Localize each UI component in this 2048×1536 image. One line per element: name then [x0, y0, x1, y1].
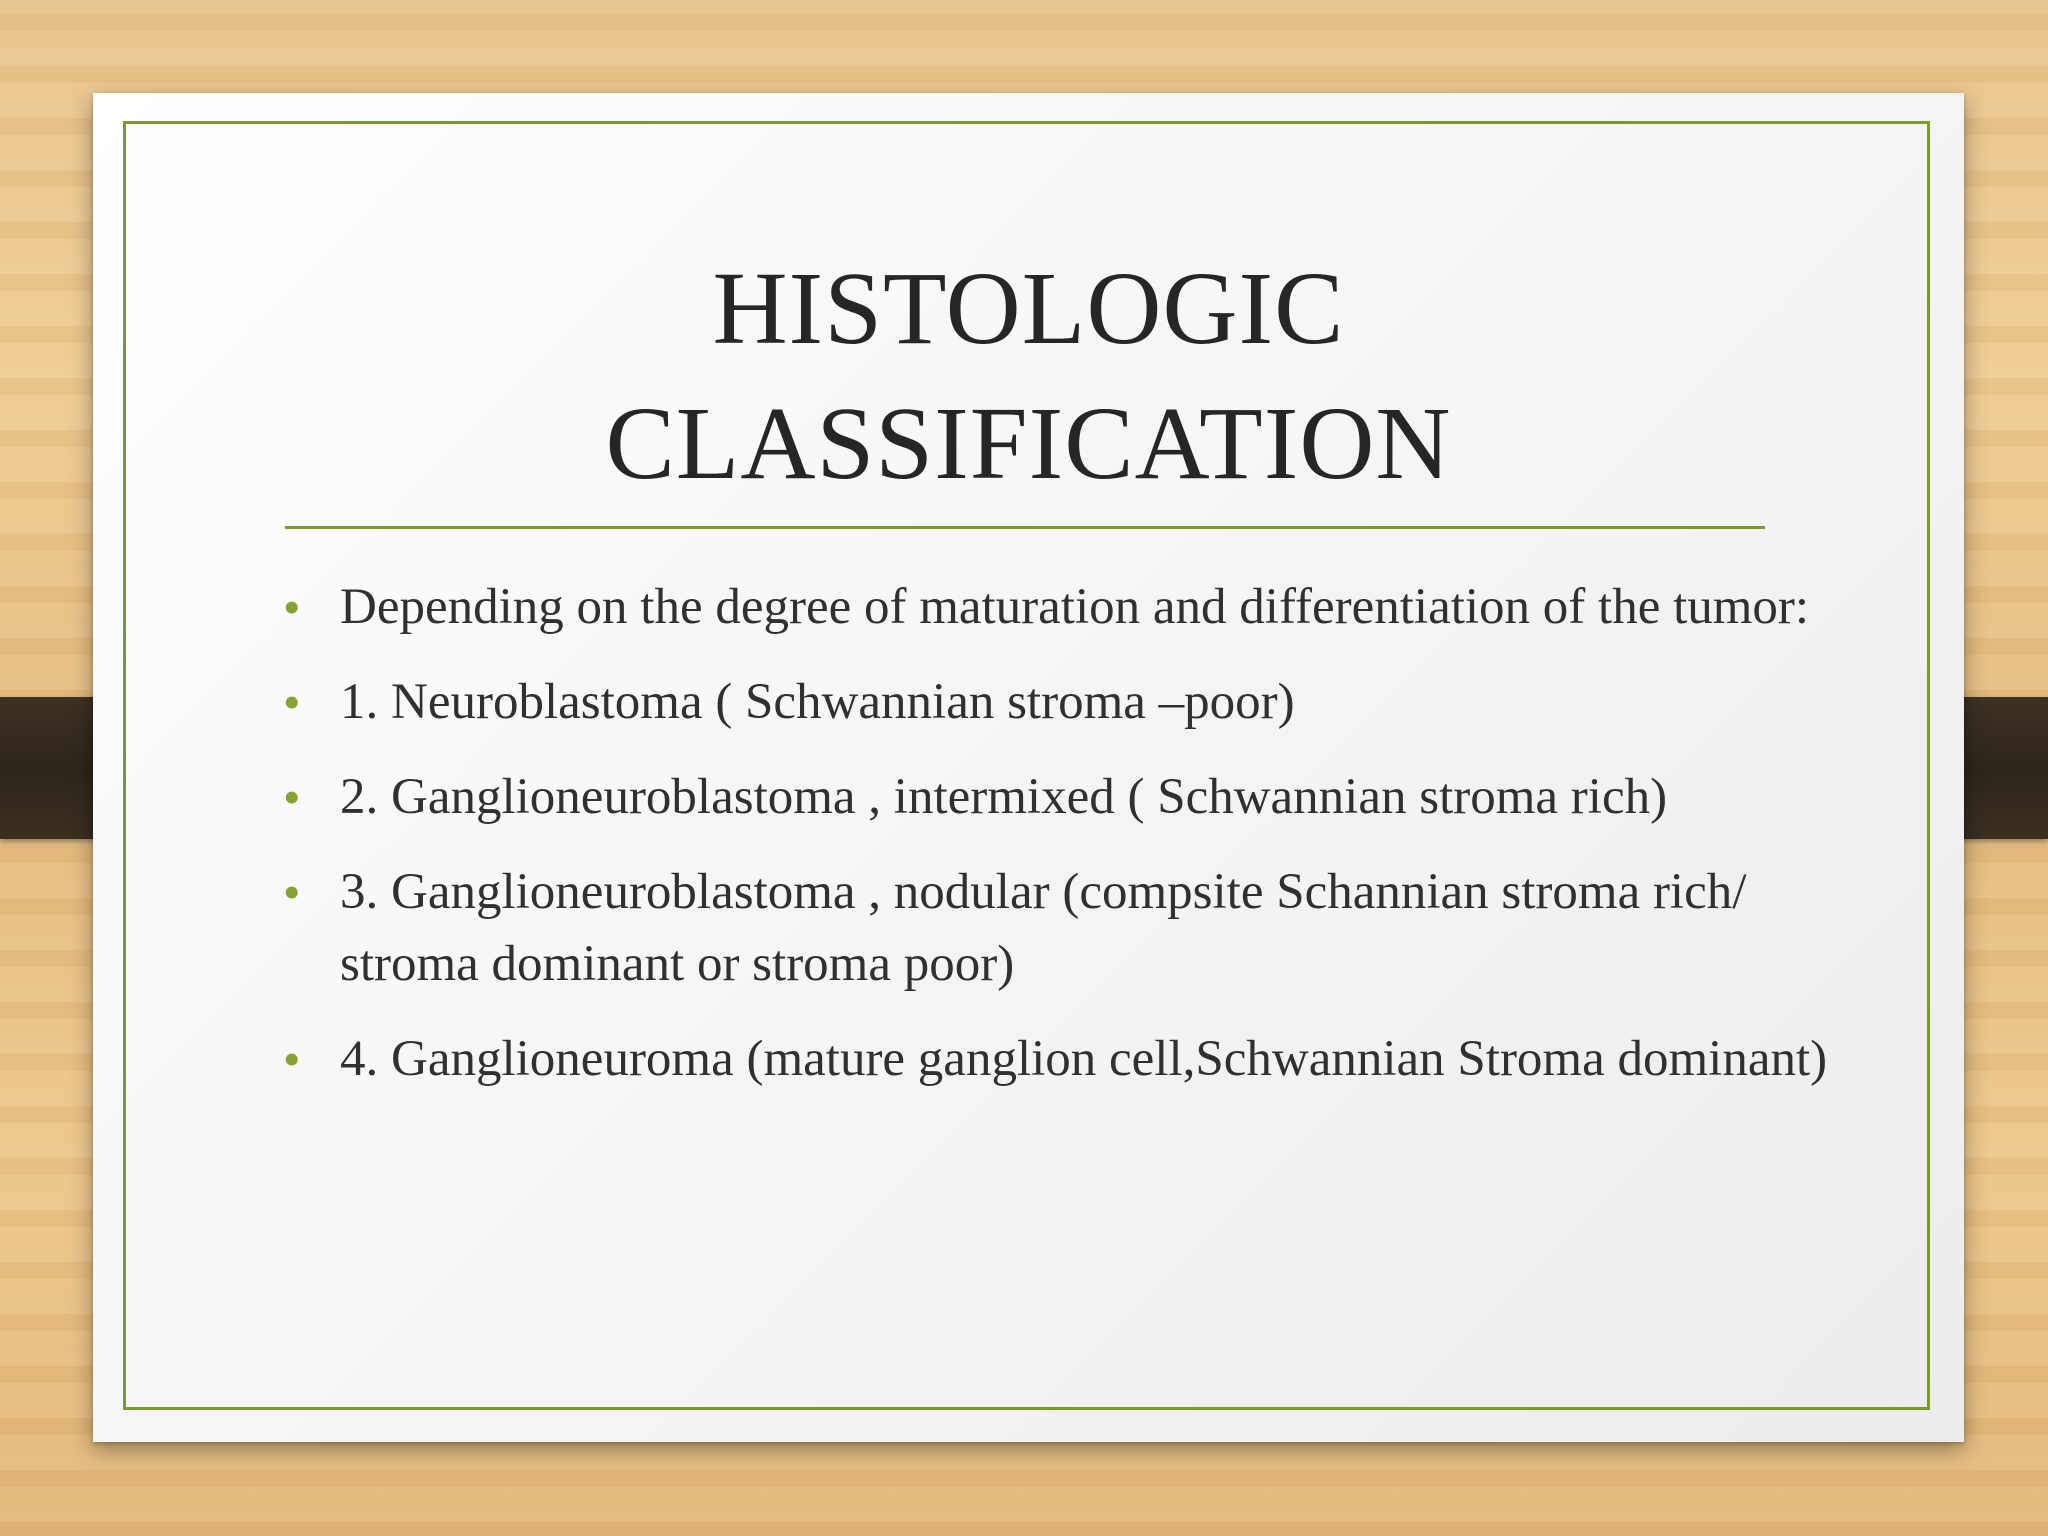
bullet-dot-icon: • — [283, 579, 301, 635]
title-line-1: HISTOLOGIC — [712, 251, 1345, 366]
bullet-dot-icon: • — [283, 864, 301, 920]
bullet-dot-icon: • — [283, 1031, 301, 1087]
title-line-2: CLASSIFICATION — [605, 386, 1452, 501]
bullet-dot-icon: • — [283, 674, 301, 730]
title-divider — [285, 526, 1765, 529]
bullet-item — [283, 1023, 1843, 1095]
bullet-text: 1. Neuroblastoma ( Schwannian stroma –poor) — [340, 674, 1295, 730]
bullet-text: 4. Ganglioneuroma (mature ganglion cell,Schwannian Stroma dominant) — [340, 1031, 1828, 1087]
bullet-list — [283, 571, 1843, 1118]
bullet-item — [283, 761, 1843, 833]
bullet-text: Depending on the degree of maturation and differentiation of the tumor: — [340, 579, 1810, 635]
bullet-item — [283, 856, 1843, 1000]
slide-title — [93, 241, 1964, 511]
bullet-item — [283, 666, 1843, 738]
bullet-item — [283, 571, 1843, 643]
bullet-dot-icon: • — [283, 769, 301, 825]
bullet-text: 3. Ganglioneuroblastoma , nodular (compsite Schannian stroma rich/ stroma dominant or stroma poor) — [340, 864, 1747, 992]
slide-card — [93, 93, 1964, 1442]
bullet-text: 2. Ganglioneuroblastoma , intermixed ( Schwannian stroma rich) — [340, 769, 1668, 825]
